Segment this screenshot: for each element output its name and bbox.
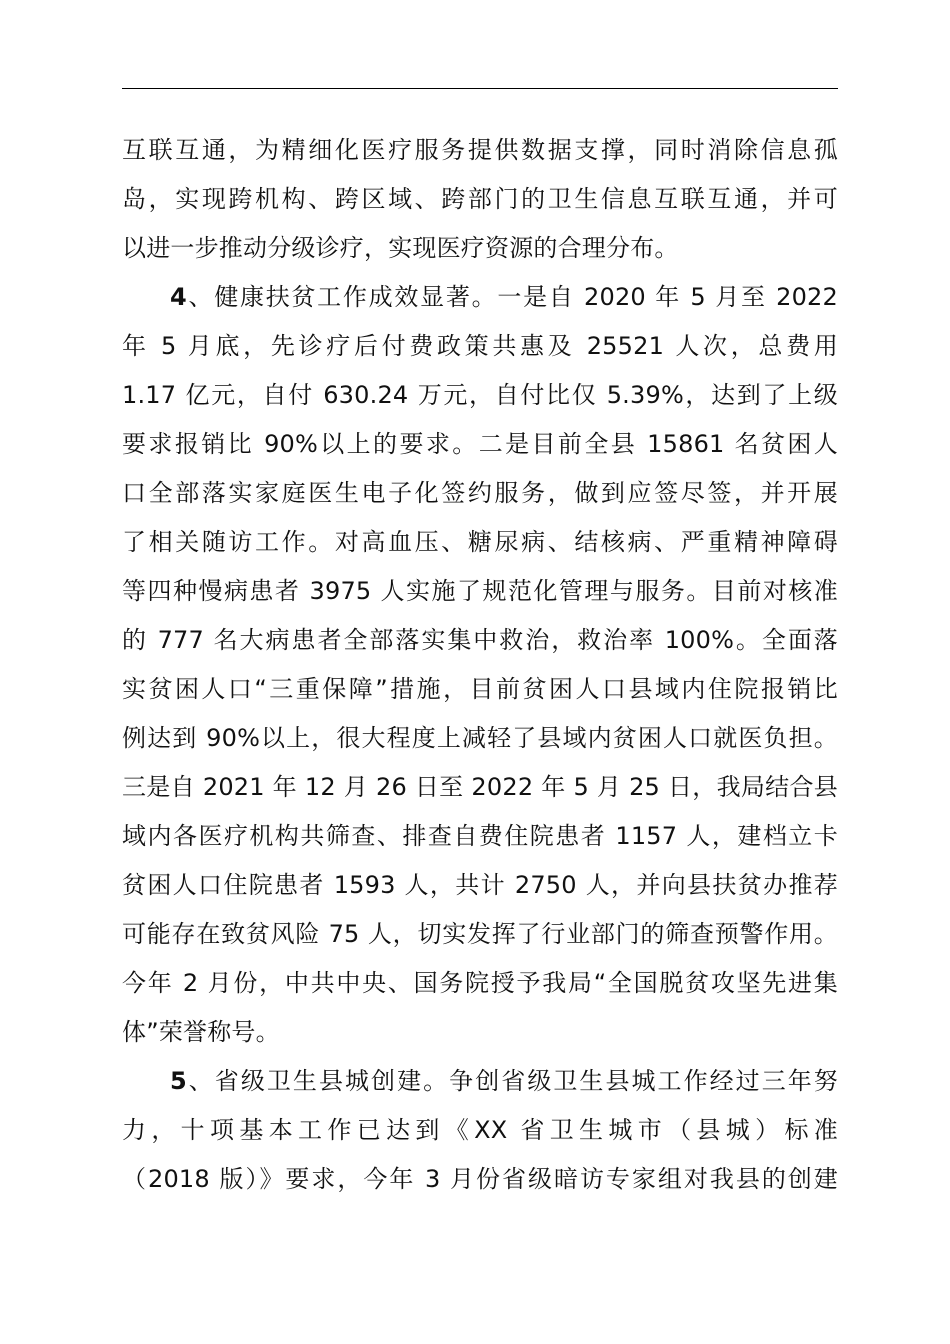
section-4-line: 实贫困人口“三重保障”措施，目前贫困人口县域内住院报销比 xyxy=(122,675,838,703)
section-5-line: 力，十项基本工作已达到《XX 省卫生城市（县城）标准 xyxy=(122,1116,838,1144)
section-4-line: 例达到 90%以上，很大程度上减轻了县域内贫困人口就医负担。 xyxy=(122,724,838,752)
section-5-heading-text: 、省级卫生县城创建。争创省级卫生县城工作经过三年努 xyxy=(186,1067,838,1095)
section-5-number: 5 xyxy=(170,1067,187,1095)
paragraph-line: 以进一步推动分级诊疗，实现医疗资源的合理分布。 xyxy=(122,234,679,262)
section-4-line: 体”荣誉称号。 xyxy=(122,1018,280,1046)
section-4-number: 4 xyxy=(170,283,187,311)
section-5-line: （2018 版）》要求，今年 3 月份省级暗访专家组对我县的创建 xyxy=(122,1165,838,1193)
document-body xyxy=(122,126,838,1204)
section-5-heading-line xyxy=(122,1057,838,1106)
section-4-heading-line xyxy=(122,273,838,322)
section-4-line: 要求报销比 90%以上的要求。二是目前全县 15861 名贫困人 xyxy=(122,430,838,458)
section-4-line: 1.17 亿元，自付 630.24 万元，自付比仅 5.39%，达到了上级 xyxy=(122,381,838,409)
section-4-line: 贫困人口住院患者 1593 人，共计 2750 人，并向县扶贫办推荐 xyxy=(122,871,838,899)
section-4-line: 三是自 2021 年 12 月 26 日至 2022 年 5 月 25 日，我局结合县 xyxy=(122,773,838,801)
section-4-line: 口全部落实家庭医生电子化签约服务，做到应签尽签，并开展 xyxy=(122,479,838,507)
section-4-line: 了相关随访工作。对高血压、糖尿病、结核病、严重精神障碍 xyxy=(122,528,838,556)
paragraph-line: 岛，实现跨机构、跨区域、跨部门的卫生信息互联互通，并可 xyxy=(122,185,838,213)
section-4-line: 今年 2 月份，中共中央、国务院授予我局“全国脱贫攻坚先进集 xyxy=(122,969,838,997)
section-4-heading-text: 、健康扶贫工作成效显著。一是自 2020 年 5 月至 2022 xyxy=(186,283,838,311)
section-4-line: 域内各医疗机构共筛查、排查自费住院患者 1157 人，建档立卡 xyxy=(122,822,838,850)
section-4-line: 的 777 名大病患者全部落实集中救治，救治率 100%。全面落 xyxy=(122,626,838,654)
header-rule xyxy=(122,88,838,89)
section-4-line: 可能存在致贫风险 75 人，切实发挥了行业部门的筛查预警作用。 xyxy=(122,920,838,948)
section-4-line: 等四种慢病患者 3975 人实施了规范化管理与服务。目前对核准 xyxy=(122,577,838,605)
paragraph-line: 互联互通，为精细化医疗服务提供数据支撑，同时消除信息孤 xyxy=(122,136,838,164)
section-4-line: 年 5 月底，先诊疗后付费政策共惠及 25521 人次，总费用 xyxy=(122,332,838,360)
